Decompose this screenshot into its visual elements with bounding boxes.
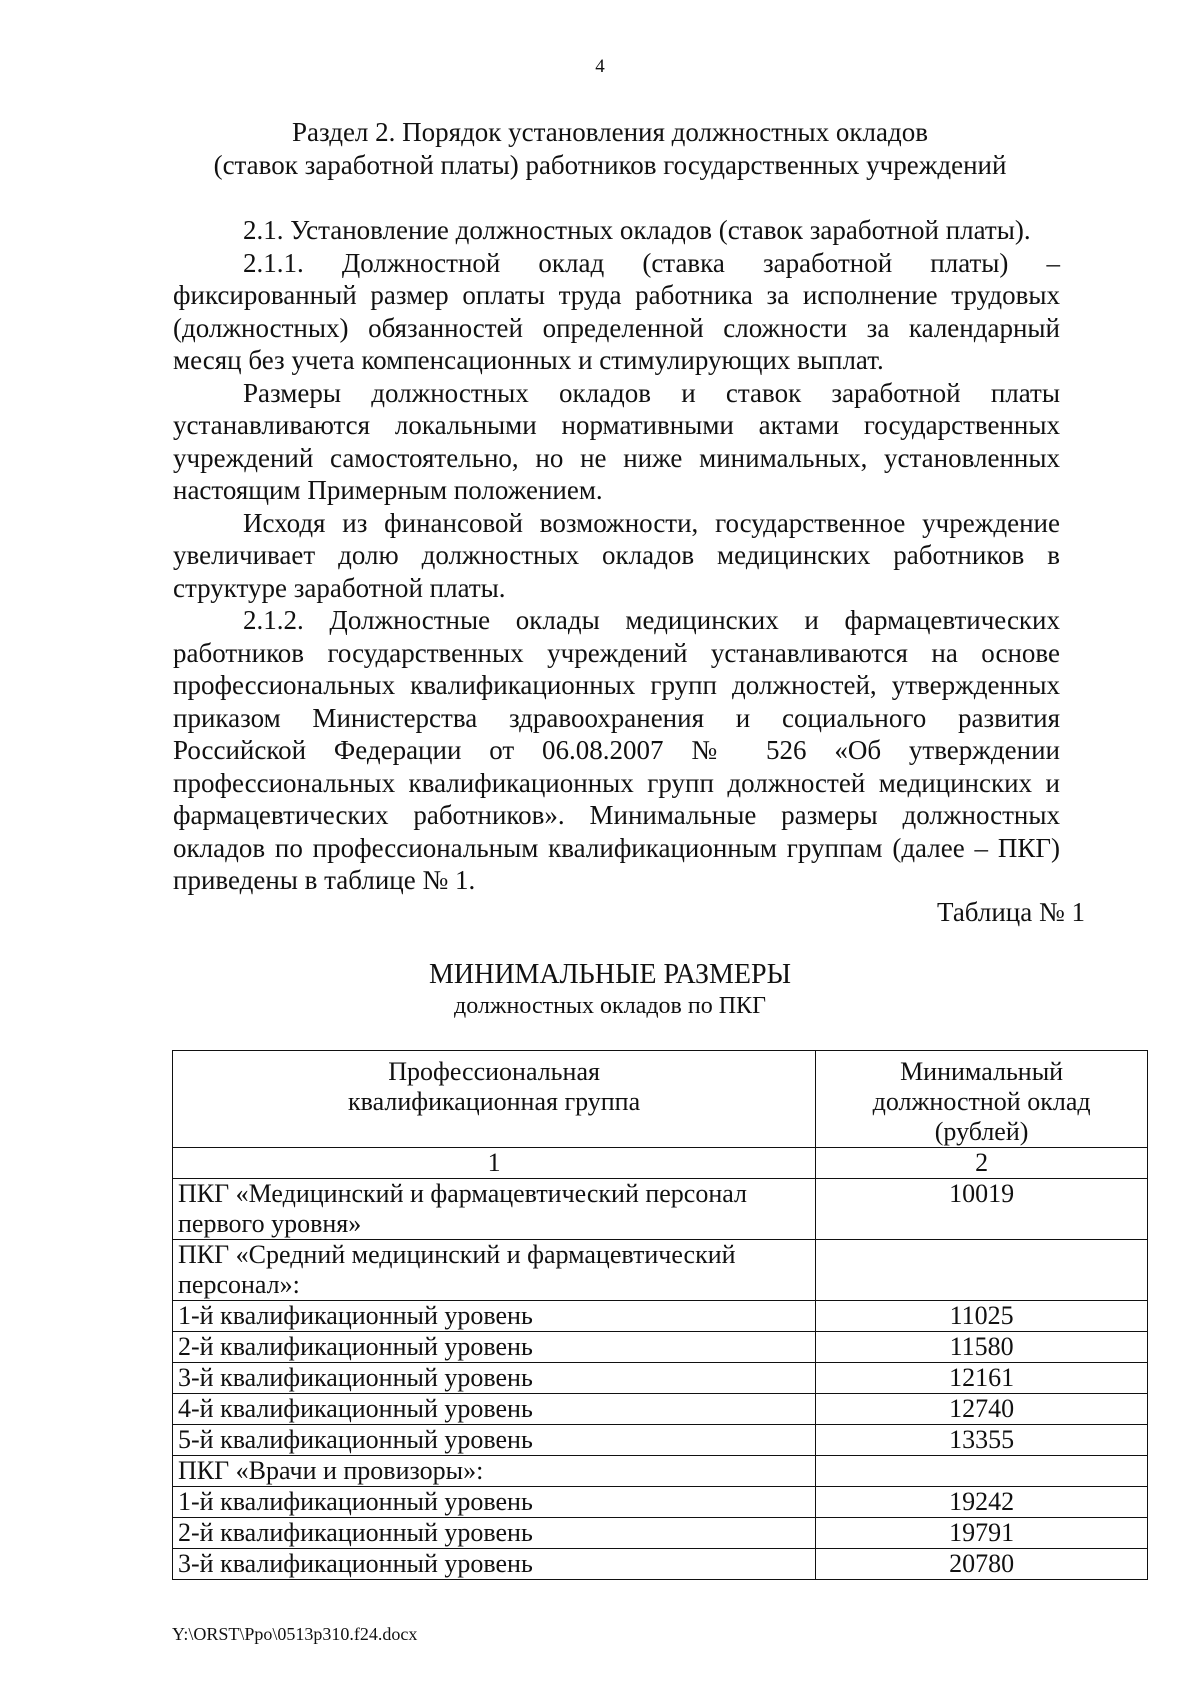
table-row [173, 1549, 1148, 1580]
table-row [173, 1363, 1148, 1394]
table-row [173, 1487, 1148, 1518]
paragraph: 2.1. Установление должностных окладов (ставок заработной платы). [243, 215, 1031, 245]
footer-file-path: Y:\ORST\Ppo\0513p310.f24.docx [172, 1624, 418, 1644]
row-group-cell: 1-й квалификационный уровень [173, 1487, 816, 1518]
table-title [160, 958, 1060, 1021]
section-title-line2: (ставок заработной платы) работников государственных учреждений [213, 150, 1007, 180]
section-heading [160, 116, 1060, 182]
row-salary-cell: 20780 [816, 1549, 1148, 1580]
row-salary-cell: 13355 [816, 1425, 1148, 1456]
column-number-2: 2 [816, 1148, 1148, 1179]
table-body [173, 1148, 1148, 1580]
table-row [173, 1518, 1148, 1549]
paragraph: Исходя из финансовой возможности, государственное учреждение увеличивает долю должностных окладов медицинских работников в структуре заработной платы. [173, 507, 1060, 603]
row-salary-cell: 11580 [816, 1332, 1148, 1363]
row-salary-cell: 19242 [816, 1487, 1148, 1518]
paragraph: 2.1.1. Должностной оклад (ставка заработной платы) – фиксированный размер оплаты труда работника за исполнение трудовых (должностных) обязанностей определенной сложности за календарный месяц без учета компенсационных и стимулирующих выплат. [173, 247, 1060, 375]
row-group-cell: 2-й квалификационный уровень [173, 1518, 816, 1549]
header-salary-text: Минимальный должностной оклад (рублей) [872, 1057, 1091, 1146]
row-group-cell: 2-й квалификационный уровень [173, 1332, 816, 1363]
header-group-text: Профессиональная квалификационная группа [348, 1057, 641, 1116]
header-group [173, 1051, 816, 1148]
table-label: Таблица № 1 [937, 897, 1085, 927]
row-salary-cell [816, 1240, 1148, 1301]
row-salary-cell: 12161 [816, 1363, 1148, 1394]
row-salary-cell: 12740 [816, 1394, 1148, 1425]
table-row [173, 1425, 1148, 1456]
page-number: 4 [595, 56, 605, 77]
salary-table [172, 1050, 1148, 1580]
row-group-cell: ПКГ «Средний медицинский и фармацевтический персонал»: [173, 1240, 816, 1301]
table-title-main: МИНИМАЛЬНЫЕ РАЗМЕРЫ [428, 959, 792, 990]
paragraph: Размеры должностных окладов и ставок заработной платы устанавливаются локальными нормативными актами государственных учреждений самостоятельно, но не ниже минимальных, установленных настоящим Примерным положением. [173, 377, 1060, 505]
table-row [173, 1456, 1148, 1487]
table-row [173, 1179, 1148, 1240]
row-salary-cell [816, 1456, 1148, 1487]
section-title-line1: Раздел 2. Порядок установления должностных окладов [292, 117, 928, 147]
table-row [173, 1394, 1148, 1425]
row-group-cell: 1-й квалификационный уровень [173, 1301, 816, 1332]
row-group-cell: 3-й квалификационный уровень [173, 1363, 816, 1394]
row-group-cell: ПКГ «Медицинский и фармацевтический персонал первого уровня» [173, 1179, 816, 1240]
row-group-cell: 5-й квалификационный уровень [173, 1425, 816, 1456]
table-row [173, 1301, 1148, 1332]
row-salary-cell: 11025 [816, 1301, 1148, 1332]
row-group-cell: 3-й квалификационный уровень [173, 1549, 816, 1580]
paragraph: 2.1.2. Должностные оклады медицинских и фармацевтических работников государственных учреждений устанавливаются на основе профессиональных квалификационных групп должностей, утвержденных приказом Министерства здравоохранения и социального развития Российской Федерации от 06.08.2007 № 526 «Об утверждении профессиональных квалификационных групп должностей медицинских и фармацевтических работников». Минимальные размеры должностных окладов по профессиональным квалификационным группам (далее – ПКГ) приведены в таблице № 1. [173, 605, 1060, 895]
table-header-row [173, 1051, 1148, 1148]
row-group-cell: 4-й квалификационный уровень [173, 1394, 816, 1425]
row-salary-cell: 19791 [816, 1518, 1148, 1549]
table-row [173, 1332, 1148, 1363]
row-salary-cell: 10019 [816, 1179, 1148, 1240]
column-number-1: 1 [173, 1148, 816, 1179]
table-title-sub: должностных окладов по ПКГ [454, 993, 766, 1019]
column-number-row [173, 1148, 1148, 1179]
body-text [173, 214, 1060, 897]
table-row [173, 1240, 1148, 1301]
row-group-cell: ПКГ «Врачи и провизоры»: [173, 1456, 816, 1487]
header-salary [816, 1051, 1148, 1148]
